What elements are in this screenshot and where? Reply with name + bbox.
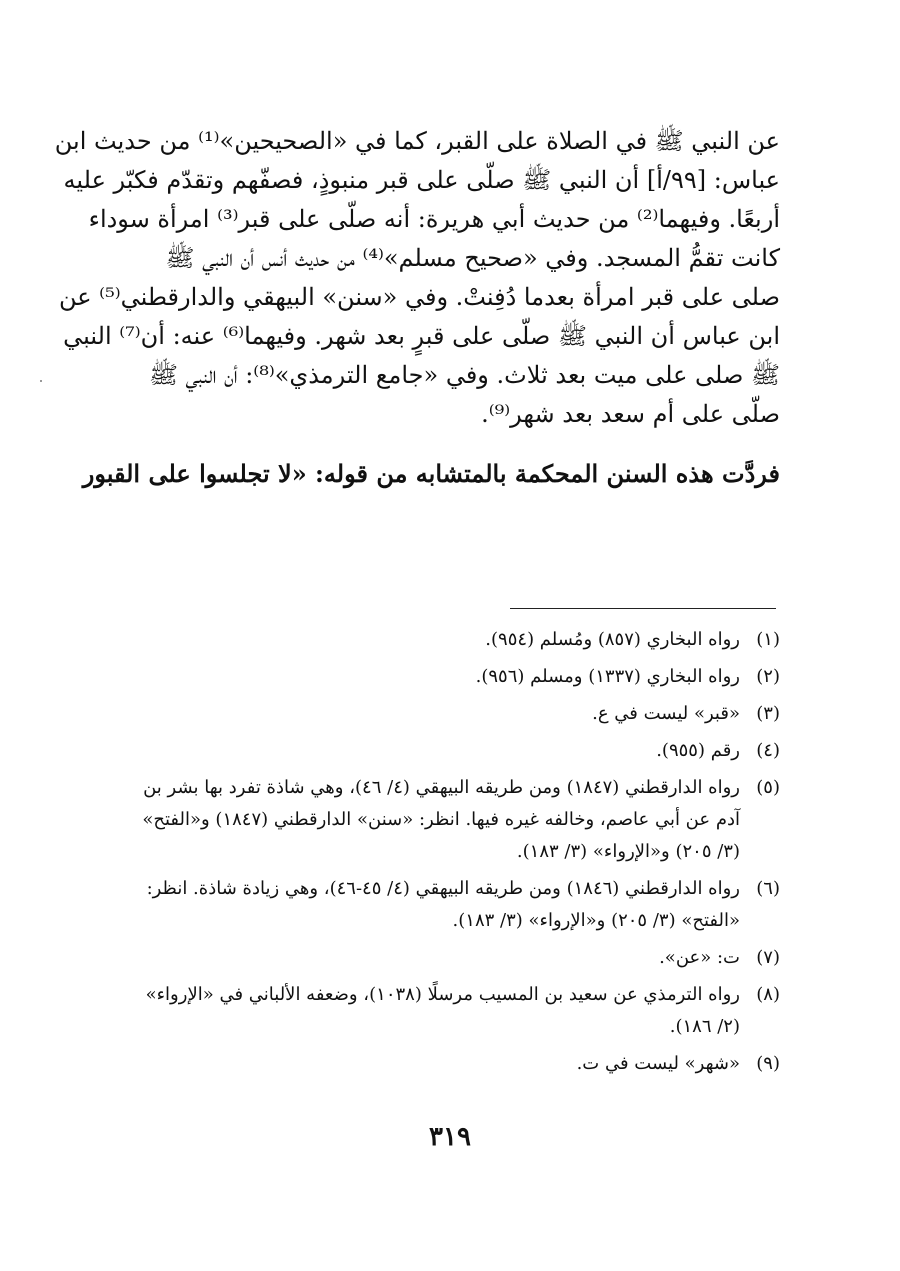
footnote-5 (118, 772, 780, 868)
footnote-line: رواه البخاري (١٣٣٧) ومسلم (٩٥٦). (475, 666, 740, 687)
footnote-line: «شهر» ليست في ت. (576, 1053, 740, 1074)
text-line: صلى على قبر امرأة بعدما دُفِنتْ. وفي «سنن» البيهقي والدارقطني⁽⁵⁾ عن (58, 283, 780, 311)
footnote-text (118, 979, 740, 1043)
footnotes (118, 624, 780, 1085)
footnote-text (118, 772, 740, 868)
footnote-line: رواه الترمذي عن سعيد بن المسيب مرسلًا (١٠٣٨)، وضعفه الألباني في «الإرواء» (145, 984, 740, 1005)
footnote-number: (٩) (756, 1053, 780, 1074)
footnote-number: (٢) (756, 666, 780, 687)
text-line: عباس: [٩٩/أ] أن النبي ﷺ صلّى على قبر منبوذٍ، فصفّهم وتقدّم فكبّر عليه (63, 166, 780, 194)
text-line: ﷺ صلى على ميت بعد ثلاث. وفي «جامع الترمذي»⁽⁸⁾: أن النبي ﷺ (148, 361, 780, 389)
footnote-line: رواه البخاري (٨٥٧) ومُسلم (٩٥٤). (485, 629, 740, 650)
footnote-line: رواه الدارقطني (١٨٤٦) ومن طريقه البيهقي (٤/ ٤٥-٤٦)، وهي زيادة شاذة. انظر: (146, 878, 740, 899)
footnote-8 (118, 979, 780, 1043)
footnote-line: آدم عن أبي عاصم، وخالفه غيره فيها. انظر: «سنن» الدارقطني (١٨٤٧) و«الفتح» (142, 809, 740, 830)
text-line: ابن عباس أن النبي ﷺ صلّى على قبرٍ بعد شهر. وفيهما⁽⁶⁾ عنه: أن⁽⁷⁾ النبي (63, 322, 780, 350)
footnote-text (118, 661, 740, 693)
paragraph-2 (82, 454, 780, 493)
text-line: كانت تقمُّ المسجد. وفي «صحيح مسلم»⁽⁴⁾ من حديث أنس أن النبي ﷺ (165, 244, 780, 272)
footnote-line: ت: «عن». (659, 947, 740, 968)
footnote-number: (٧) (756, 947, 780, 968)
footnote-separator (510, 608, 776, 609)
footnote-1 (118, 624, 780, 656)
footnote-line: «قبر» ليست في ع. (592, 703, 740, 724)
footnote-line: «الفتح» (٣/ ٢٠٥) و«الإرواء» (٣/ ١٨٣). (452, 910, 740, 931)
footnote-text (118, 735, 740, 767)
text-line: عن النبي ﷺ في الصلاة على القبر، كما في «الصحيحين»⁽¹⁾ من حديث ابن (54, 127, 780, 155)
footnote-number: (٤) (756, 740, 780, 761)
footnote-number: (١) (756, 629, 780, 650)
footnote-4 (118, 735, 780, 767)
main-text (54, 122, 780, 493)
text-line: أربعًا. وفيهما⁽²⁾ من حديث أبي هريرة: أنه صلّى على قبر⁽³⁾ امرأة سوداء (88, 205, 780, 233)
footnote-text (118, 624, 740, 656)
text-line: فردَّت هذه السنن المحكمة بالمتشابه من قوله: «لا تجلسوا على القبور (82, 459, 780, 488)
footnote-number: (٣) (756, 703, 780, 724)
footnote-number: (٨) (756, 984, 780, 1005)
footnote-text (118, 1048, 740, 1080)
footnote-number: (٥) (756, 777, 780, 798)
footnote-2 (118, 661, 780, 693)
footnote-line: (٢/ ١٨٦). (669, 1016, 740, 1037)
footnote-line: (٣/ ٢٠٥) و«الإرواء» (٣/ ١٨٣). (516, 841, 740, 862)
footnote-text (118, 698, 740, 730)
footnote-text (118, 942, 740, 974)
margin-speck (40, 380, 42, 382)
footnote-9 (118, 1048, 780, 1080)
page-number: ٣١٩ (429, 1122, 471, 1152)
footnote-number: (٦) (756, 878, 780, 899)
footnote-3 (118, 698, 780, 730)
footnote-7 (118, 942, 780, 974)
text-line: صلّى على أم سعد بعد شهر⁽⁹⁾. (481, 400, 780, 428)
footnote-line: رواه الدارقطني (١٨٤٧) ومن طريقه البيهقي (٤/ ٤٦)، وهي شاذة تفرد بها بشر بن (143, 777, 740, 798)
footnote-line: رقم (٩٥٥). (656, 740, 740, 761)
footnote-text (118, 873, 740, 937)
paragraph-1 (54, 122, 780, 434)
footnote-6 (118, 873, 780, 937)
